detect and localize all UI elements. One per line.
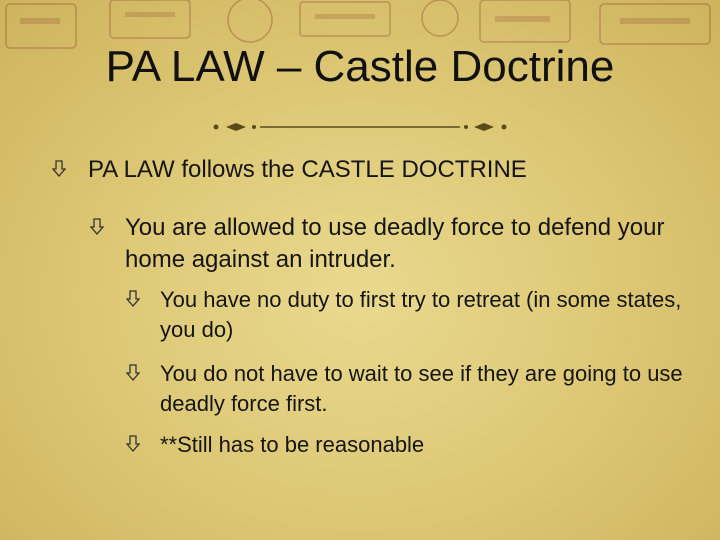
bullet-text: **Still has to be reasonable (160, 432, 425, 457)
hollow-down-arrow-icon (126, 364, 140, 382)
bullet-text: You are allowed to use deadly force to defend your home against an intruder. (125, 214, 665, 273)
bullet-level-2 (90, 212, 690, 276)
bullet-text: You do not have to wait to see if they are going to use deadly force first. (160, 361, 683, 416)
bullet-level-3 (126, 359, 686, 419)
bullet-level-3 (126, 430, 686, 460)
hollow-down-arrow-icon (126, 290, 140, 308)
hollow-down-arrow-icon (126, 435, 140, 453)
hollow-down-arrow-icon (90, 218, 104, 236)
ornamental-divider-icon (210, 118, 510, 136)
hollow-down-arrow-icon (52, 160, 66, 178)
bullet-level-1 (52, 156, 692, 184)
bullet-level-3 (126, 285, 686, 345)
slide-title: PA LAW – Castle Doctrine (105, 42, 615, 91)
bullet-text: You have no duty to first try to retreat (in some states, you do) (160, 287, 682, 342)
bullet-text: PA LAW follows the CASTLE DOCTRINE (88, 156, 527, 183)
